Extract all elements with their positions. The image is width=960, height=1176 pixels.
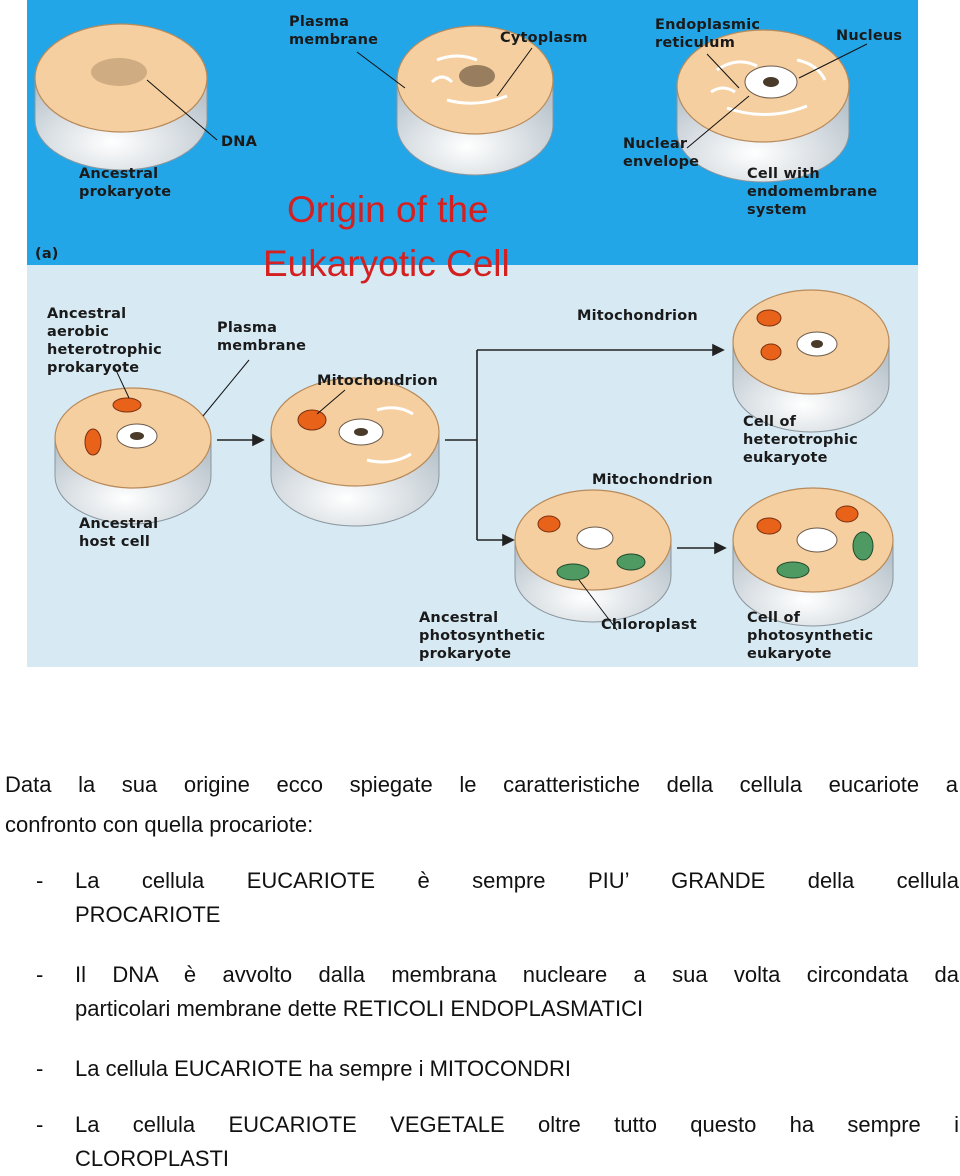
photosynthetic-prokaryote-cell xyxy=(515,490,671,622)
engulfed-prokaryote-2 xyxy=(85,429,101,455)
label-endoplasmic: Endoplasmic xyxy=(655,17,761,33)
label-plasma-membrane-top: Plasma xyxy=(289,14,350,30)
intro-paragraph-2 xyxy=(5,808,958,842)
figure-title-line2: Eukaryotic Cell xyxy=(263,243,510,284)
label-nuclear: Nuclear xyxy=(623,136,688,152)
label-cytoplasm: Cytoplasm xyxy=(500,30,588,46)
heterotrophic-eukaryote-cell xyxy=(733,290,889,432)
label-ancestral-b: Ancestral xyxy=(47,306,127,322)
panel-label: (a) xyxy=(35,246,59,262)
label-heterotrophic-c: heterotrophic xyxy=(743,432,858,448)
intro-line-1: Data la sua origine ecco spiegate le caratteristiche della cellula eucariote a xyxy=(5,772,958,797)
label-heterotrophic-b: heterotrophic xyxy=(47,342,162,358)
bullet-dash-3: - xyxy=(36,1056,44,1081)
label-nucleus: Nucleus xyxy=(836,28,903,44)
list-item-2 xyxy=(75,958,959,1026)
label-ancestral-photo: Ancestral xyxy=(419,610,499,626)
label-host-cell: host cell xyxy=(79,534,151,550)
endomembrane-cell xyxy=(677,30,849,182)
label-photosynthetic-a: photosynthetic xyxy=(419,628,546,644)
origin-of-eukaryotic-cell-figure xyxy=(27,0,918,667)
label-prokaryote-b: prokaryote xyxy=(47,360,140,376)
label-cell-with: Cell with xyxy=(747,166,820,182)
item2-line1: Il DNA è avvolto dalla membrana nucleare a sua volta circondata da xyxy=(75,962,959,987)
label-plasma-membrane-top-2: membrane xyxy=(289,32,379,48)
mitochondrion xyxy=(298,410,326,430)
item3-line1: La cellula EUCARIOTE ha sempre i MITOCONDRI xyxy=(75,1056,571,1081)
item1-line1: La cellula EUCARIOTE è sempre PIU’ GRANDE della cellula xyxy=(75,868,959,893)
label-mitochondrion-a: Mitochondrion xyxy=(317,373,438,389)
chloroplast-engulfed xyxy=(557,564,589,580)
label-aerobic: aerobic xyxy=(47,324,110,340)
photosynthetic-eukaryote-cell xyxy=(733,488,893,626)
chloroplast xyxy=(777,562,809,578)
label-eukaryote-het: eukaryote xyxy=(743,450,828,466)
label-system: system xyxy=(747,202,807,218)
bullet-dash-4: - xyxy=(36,1112,44,1137)
label-envelope: envelope xyxy=(623,154,700,170)
intro-line-2: confronto con quella procariote: xyxy=(5,812,314,837)
label-photosynthetic-b: photosynthetic xyxy=(747,628,874,644)
label-reticulum: reticulum xyxy=(655,35,736,51)
label-eukaryote-photo: eukaryote xyxy=(747,646,832,662)
label-dna: DNA xyxy=(221,134,257,150)
item2-line2: particolari membrane dette RETICOLI ENDOPLASMATICI xyxy=(75,996,644,1021)
label-plasma-bottom: Plasma xyxy=(217,320,278,336)
item1-line2: PROCARIOTE xyxy=(75,902,221,927)
label-ancestral-host: Ancestral xyxy=(79,516,159,532)
label-cell-of-het: Cell of xyxy=(743,414,797,430)
nucleus-forming xyxy=(459,65,495,87)
figure-title-line1: Origin of the xyxy=(287,189,489,230)
label-membrane-bottom: membrane xyxy=(217,338,307,354)
list-item-3 xyxy=(75,1052,959,1086)
label-chloroplast: Chloroplast xyxy=(601,617,697,633)
list-item-4 xyxy=(75,1108,959,1176)
label-prokaryote: prokaryote xyxy=(79,184,172,200)
ancestral-host-cell xyxy=(55,388,211,524)
ancestral-prokaryote-cell xyxy=(35,24,207,170)
host-with-mitochondrion-cell xyxy=(271,378,439,526)
label-ancestral: Ancestral xyxy=(79,166,159,182)
item4-line2: CLOROPLASTI xyxy=(75,1146,230,1171)
label-endomembrane: endomembrane xyxy=(747,184,878,200)
label-mitochondrion-b: Mitochondrion xyxy=(577,308,698,324)
engulfed-prokaryote xyxy=(113,398,141,412)
label-cell-of-photo: Cell of xyxy=(747,610,801,626)
label-prokaryote-photo: prokaryote xyxy=(419,646,512,662)
cytoplasm-cell xyxy=(397,26,553,175)
list-item-1 xyxy=(75,864,959,932)
intro-paragraph xyxy=(5,768,958,802)
bullet-dash-1: - xyxy=(36,868,44,893)
label-mitochondrion-c: Mitochondrion xyxy=(592,472,713,488)
dna-region xyxy=(91,58,147,86)
item4-line1: La cellula EUCARIOTE VEGETALE oltre tutto questo ha sempre i xyxy=(75,1112,959,1137)
bullet-dash-2: - xyxy=(36,962,44,987)
